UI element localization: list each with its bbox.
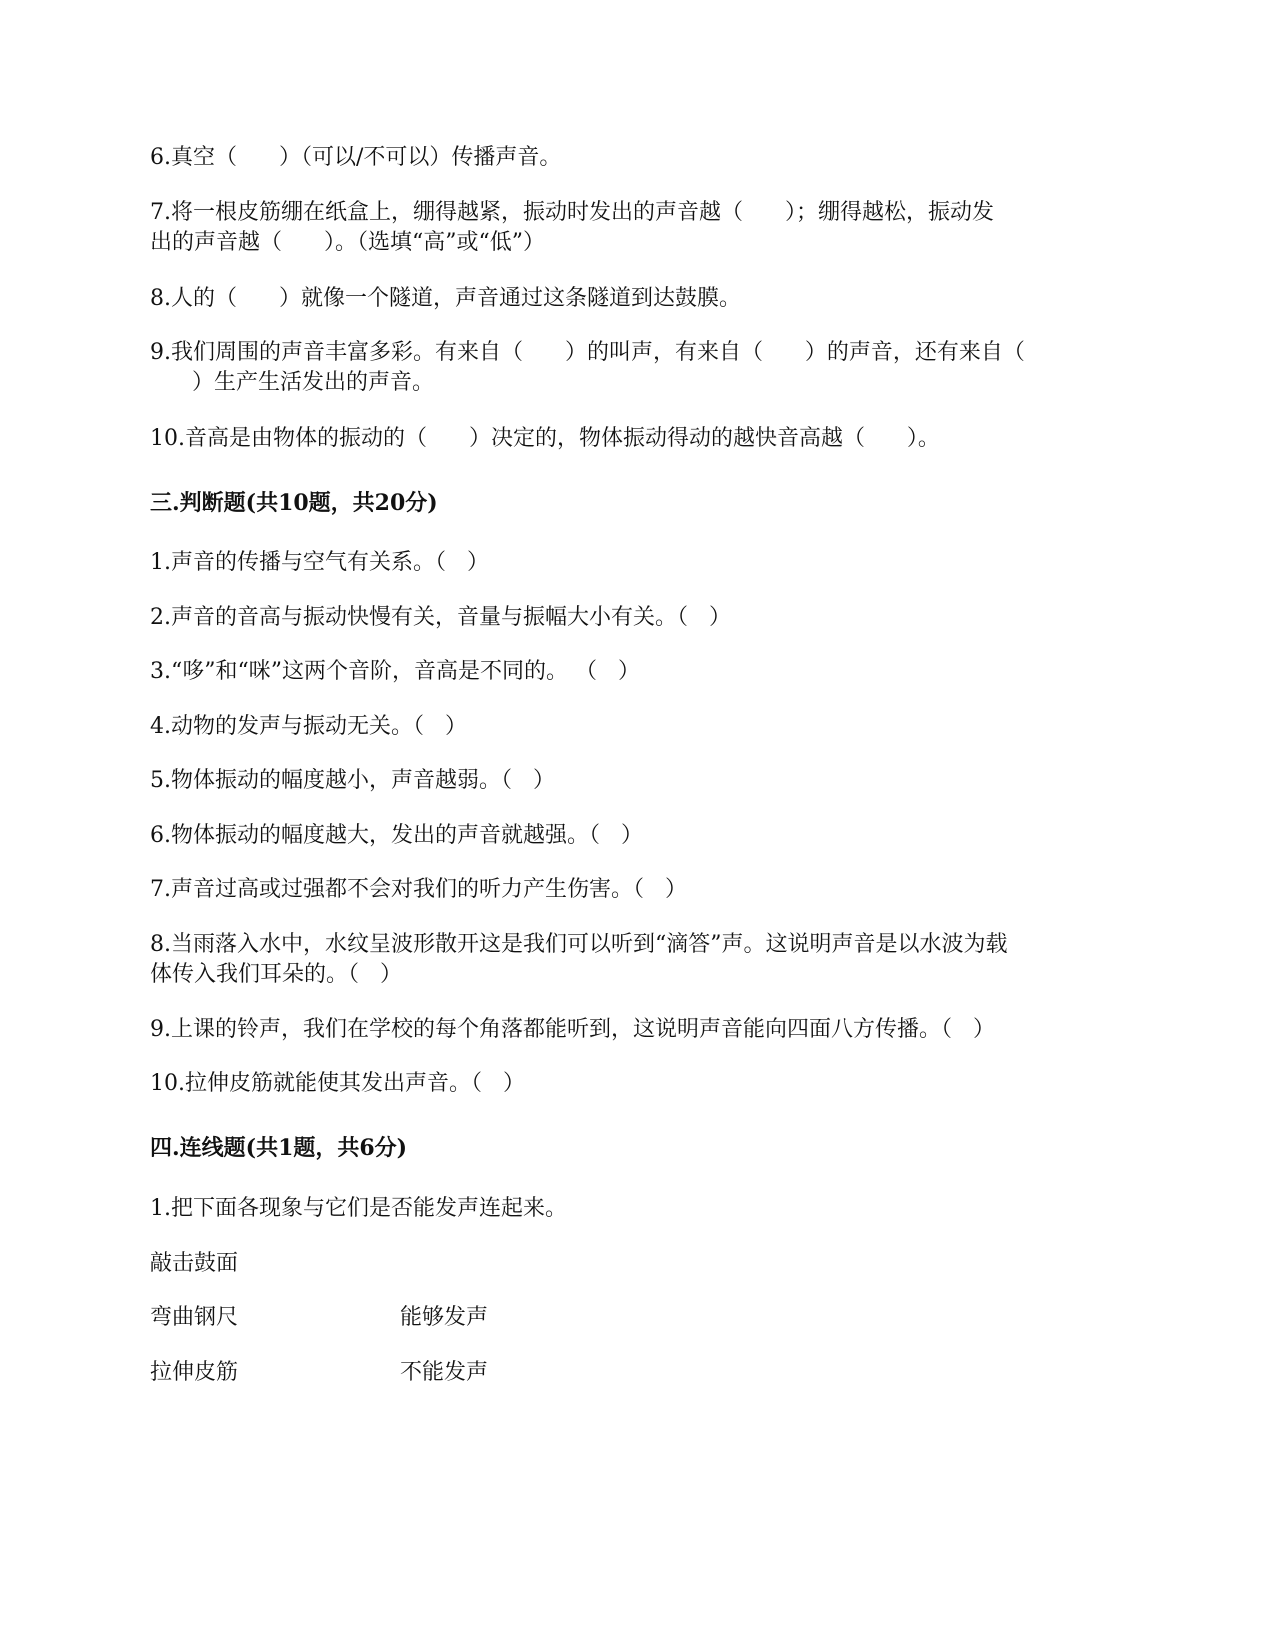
matching-left-item-3: 拉伸皮筋	[150, 1360, 239, 1385]
matching-left-item-1: 敲击鼓面	[150, 1251, 239, 1276]
judgement-item-10: 10.拉伸皮筋就能使其发出声音。（ ）	[150, 1071, 525, 1096]
fill-in-question-7-line-1: 7.将一根皮筋绷在纸盒上，绷得越紧，振动时发出的声音越（ ）；绷得越松，振动发	[150, 200, 994, 225]
judgement-item-2: 2.声音的音高与振动快慢有关，音量与振幅大小有关。（ ）	[150, 605, 731, 630]
judgement-item-7: 7.声音过高或过强都不会对我们的听力产生伤害。（ ）	[150, 877, 687, 902]
fill-in-question-6: 6.真空（ ）（可以/不可以）传播声音。	[150, 145, 562, 170]
fill-in-question-8: 8.人的（ ）就像一个隧道，声音通过这条隧道到达鼓膜。	[150, 286, 741, 311]
matching-left-item-2: 弯曲钢尺	[150, 1305, 239, 1330]
fill-in-question-9-line-2: ）生产生活发出的声音。	[150, 370, 434, 395]
matching-question: 1.把下面各现象与它们是否能发声连起来。	[150, 1196, 567, 1221]
matching-right-item-2: 不能发声	[400, 1360, 489, 1385]
judgement-item-1: 1.声音的传播与空气有关系。（ ）	[150, 550, 489, 575]
section-heading-judgement: 三.判断题(共10题，共20分)	[150, 490, 438, 516]
judgement-item-8-line-2: 体传入我们耳朵的。（ ）	[150, 962, 402, 987]
section-heading-matching: 四.连线题(共1题，共6分)	[150, 1135, 408, 1161]
judgement-item-3: 3.“哆”和“咪”这两个音阶，音高是不同的。 （ ）	[150, 659, 640, 684]
judgement-item-9: 9.上课的铃声，我们在学校的每个角落都能听到，这说明声音能向四面八方传播。（ ）	[150, 1017, 995, 1042]
judgement-item-6: 6.物体振动的幅度越大，发出的声音就越强。（ ）	[150, 823, 643, 848]
judgement-item-5: 5.物体振动的幅度越小，声音越弱。（ ）	[150, 768, 555, 793]
matching-right-item-1: 能够发声	[400, 1305, 489, 1330]
judgement-item-8-line-1: 8.当雨落入水中，水纹呈波形散开这是我们可以听到“滴答”声。这说明声音是以水波为载	[150, 932, 1008, 957]
judgement-item-4: 4.动物的发声与振动无关。（ ）	[150, 714, 467, 739]
fill-in-question-7-line-2: 出的声音越（ ）。（选填“高”或“低”）	[150, 230, 545, 255]
fill-in-question-9-line-1: 9.我们周围的声音丰富多彩。有来自（ ）的叫声，有来自（ ）的声音，还有来自（	[150, 340, 1025, 365]
fill-in-question-10: 10.音高是由物体的振动的（ ）决定的，物体振动得动的越快音高越（ ）。	[150, 426, 940, 451]
